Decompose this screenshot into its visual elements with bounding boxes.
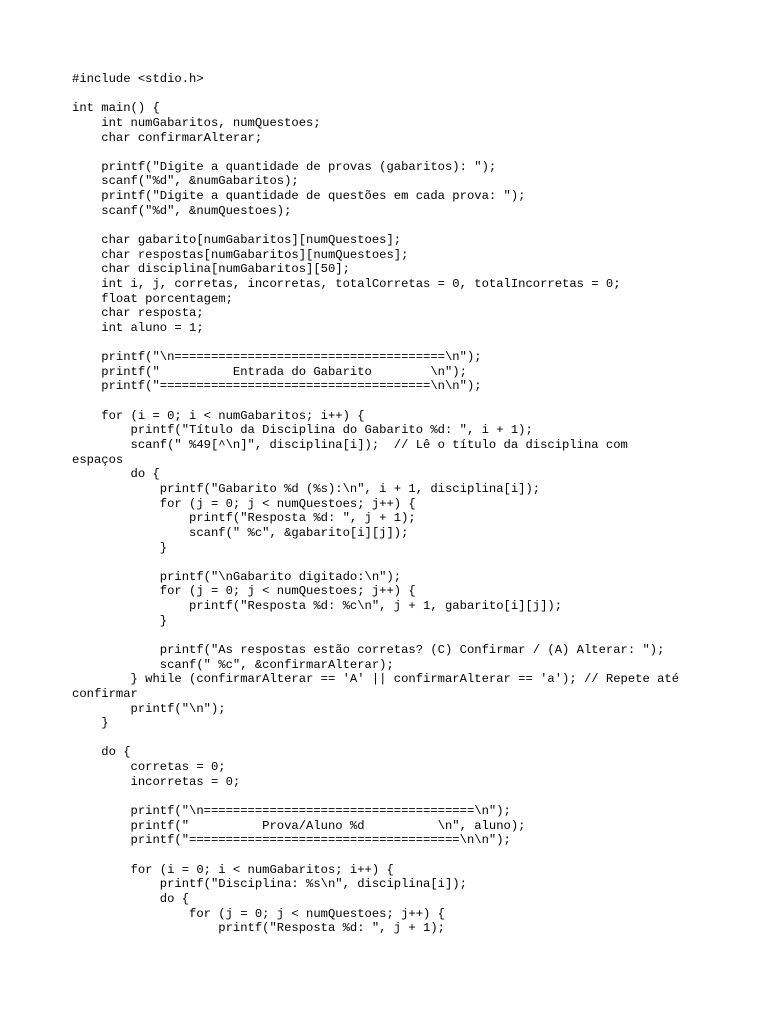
- code-line: printf("Título da Disciplina do Gabarito %d: ", i + 1);: [72, 423, 533, 438]
- code-line: int numGabaritos, numQuestoes;: [72, 115, 321, 130]
- code-line: incorretas = 0;: [72, 774, 241, 789]
- code-line: [72, 848, 712, 863]
- code-line: printf("Resposta %d: ", j + 1);: [72, 921, 445, 936]
- code-line: printf("Disciplina: %s\n", disciplina[i]);: [72, 877, 467, 892]
- code-line: printf("Resposta %d: ", j + 1);: [72, 511, 416, 526]
- code-line: confirmar: [72, 686, 138, 701]
- code-line: [72, 87, 712, 102]
- code-line: scanf(" %49[^\n]", disciplina[i]); // Lê o título da disciplina com: [72, 438, 628, 453]
- code-line: [72, 145, 712, 160]
- code-line: [72, 731, 712, 746]
- code-line: printf("Digite a quantidade de questões em cada prova: ");: [72, 189, 526, 204]
- code-line: printf(" Prova/Aluno %d \n", aluno);: [72, 818, 526, 833]
- code-line: printf(" Entrada do Gabarito \n");: [72, 364, 467, 379]
- code-line: printf("\nGabarito digitado:\n");: [72, 569, 402, 584]
- code-line: char respostas[numGabaritos][numQuestoes];: [72, 247, 409, 262]
- code-line: char disciplina[numGabaritos][50];: [72, 262, 350, 277]
- code-line: for (j = 0; j < numQuestoes; j++) {: [72, 906, 445, 921]
- code-line: } while (confirmarAlterar == 'A' || confirmarAlterar == 'a'); // Repete até: [72, 672, 680, 687]
- code-line: do {: [72, 745, 131, 760]
- code-line: do {: [72, 467, 160, 482]
- code-line: printf("Resposta %d: %c\n", j + 1, gabarito[i][j]);: [72, 599, 563, 614]
- code-line: printf("Digite a quantidade de provas (gabaritos): ");: [72, 159, 497, 174]
- code-line: [72, 394, 712, 409]
- code-line: [72, 555, 712, 570]
- code-line: int aluno = 1;: [72, 320, 204, 335]
- code-line: }: [72, 716, 109, 731]
- code-line: for (i = 0; i < numGabaritos; i++) {: [72, 862, 394, 877]
- code-line: printf("=====================================\n\n");: [72, 379, 482, 394]
- code-line: for (j = 0; j < numQuestoes; j++) {: [72, 584, 416, 599]
- code-line: [72, 628, 712, 643]
- code-line: printf("Gabarito %d (%s):\n", i + 1, disciplina[i]);: [72, 481, 541, 496]
- code-line: printf("=====================================\n\n");: [72, 833, 511, 848]
- code-line: [72, 218, 712, 233]
- code-line: for (i = 0; i < numGabaritos; i++) {: [72, 408, 365, 423]
- code-line: int i, j, corretas, incorretas, totalCorretas = 0, totalIncorretas = 0;: [72, 276, 621, 291]
- code-line: [72, 789, 712, 804]
- code-line: scanf(" %c", &gabarito[i][j]);: [72, 525, 409, 540]
- code-line: printf("\n");: [72, 701, 226, 716]
- code-line: corretas = 0;: [72, 760, 226, 775]
- code-line: char resposta;: [72, 306, 204, 321]
- code-line: char confirmarAlterar;: [72, 130, 263, 145]
- code-line: scanf("%d", &numQuestoes);: [72, 203, 292, 218]
- code-line: float porcentagem;: [72, 291, 233, 306]
- code-line: [72, 336, 712, 351]
- code-line: scanf("%d", &numGabaritos);: [72, 174, 299, 189]
- code-line: #include <stdio.h>: [72, 72, 204, 86]
- code-line: int main() {: [72, 101, 160, 116]
- source-code-listing: [72, 72, 712, 936]
- code-line: espaços: [72, 452, 124, 467]
- code-line: for (j = 0; j < numQuestoes; j++) {: [72, 496, 416, 511]
- code-line: printf("\n=====================================\n");: [72, 350, 482, 365]
- code-line: printf("As respostas estão corretas? (C) Confirmar / (A) Alterar: ");: [72, 642, 665, 657]
- code-line: }: [72, 613, 168, 628]
- code-line: }: [72, 540, 168, 555]
- code-line: scanf(" %c", &confirmarAlterar);: [72, 657, 394, 672]
- code-line: do {: [72, 891, 190, 906]
- code-line: char gabarito[numGabaritos][numQuestoes];: [72, 233, 402, 248]
- code-line: printf("\n=====================================\n");: [72, 804, 511, 819]
